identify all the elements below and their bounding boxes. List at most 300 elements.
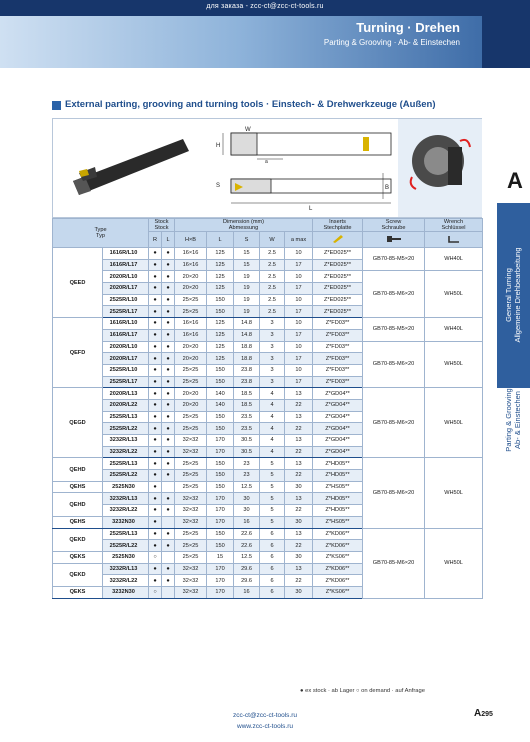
table-row bbox=[53, 341, 483, 353]
cell-r: ● bbox=[149, 423, 162, 435]
cell-insert: Z*HD05** bbox=[313, 505, 363, 517]
cell-l: ● bbox=[162, 376, 175, 388]
cell-a: 10 bbox=[285, 318, 313, 330]
cell-wrench: WH40L bbox=[425, 318, 483, 341]
diagram-label-h: H bbox=[216, 143, 221, 149]
cell-hxb: 32×32 bbox=[175, 586, 207, 598]
spec-table bbox=[52, 218, 483, 599]
cell-hxb: 25×25 bbox=[175, 481, 207, 493]
cell-a: 13 bbox=[285, 435, 313, 447]
cell-a: 13 bbox=[285, 493, 313, 505]
cell-l bbox=[162, 551, 175, 563]
cell-insert: Z*KD06** bbox=[313, 540, 363, 552]
cell-w: 5 bbox=[260, 470, 285, 482]
cell-w: 4 bbox=[260, 446, 285, 458]
cell-type: 3232R/L13 bbox=[103, 435, 149, 447]
cell-l: ● bbox=[162, 388, 175, 400]
cell-screw: GB70-85-M5×20 bbox=[363, 248, 425, 271]
cell-l: ● bbox=[162, 528, 175, 540]
cell-hxb: 32×32 bbox=[175, 493, 207, 505]
cell-type: 3232R/L22 bbox=[103, 505, 149, 517]
cell-w: 2.5 bbox=[260, 306, 285, 318]
cell-len: 125 bbox=[207, 318, 234, 330]
cell-insert: Z*ED025** bbox=[313, 294, 363, 306]
cell-a: 22 bbox=[285, 575, 313, 587]
cell-w: 4 bbox=[260, 388, 285, 400]
cell-len: 150 bbox=[207, 470, 234, 482]
cell-a: 30 bbox=[285, 481, 313, 493]
cell-a: 10 bbox=[285, 271, 313, 283]
cell-a: 13 bbox=[285, 411, 313, 423]
cell-l: ● bbox=[162, 458, 175, 470]
cell-a: 10 bbox=[285, 248, 313, 260]
cell-l: ● bbox=[162, 505, 175, 517]
cell-hxb: 32×32 bbox=[175, 516, 207, 528]
cell-insert: Z*GD04** bbox=[313, 411, 363, 423]
cell-w: 5 bbox=[260, 458, 285, 470]
cell-len: 15 bbox=[207, 551, 234, 563]
cell-l: ● bbox=[162, 271, 175, 283]
cell-hxb: 20×20 bbox=[175, 283, 207, 295]
cell-a: 10 bbox=[285, 294, 313, 306]
diagram-label-amax: a bbox=[265, 159, 268, 165]
hxb-header: H×B bbox=[175, 232, 207, 248]
cell-l: ● bbox=[162, 259, 175, 271]
cell-len: 150 bbox=[207, 481, 234, 493]
cell-len: 170 bbox=[207, 493, 234, 505]
cell-type: 2020R/L22 bbox=[103, 399, 149, 411]
cell-len: 170 bbox=[207, 435, 234, 447]
cell-len: 150 bbox=[207, 528, 234, 540]
section-title: External parting, grooving and turning tools · Einstech- & Drehwerkzeuge (Außen) bbox=[65, 99, 436, 110]
amax-header: a max bbox=[285, 232, 313, 248]
cell-r: ○ bbox=[149, 551, 162, 563]
cell-s: 14.8 bbox=[234, 329, 260, 341]
cell-code: QEKD bbox=[53, 563, 103, 586]
side-tab-parting[interactable] bbox=[504, 370, 522, 470]
cell-a: 30 bbox=[285, 586, 313, 598]
cell-l: ● bbox=[162, 540, 175, 552]
cell-hxb: 20×20 bbox=[175, 399, 207, 411]
cell-wrench: WH40L bbox=[425, 248, 483, 271]
cell-s: 23.5 bbox=[234, 411, 260, 423]
cell-type: 3232N30 bbox=[103, 516, 149, 528]
cell-len: 125 bbox=[207, 353, 234, 365]
cell-s: 23 bbox=[234, 458, 260, 470]
cell-l: ● bbox=[162, 411, 175, 423]
cell-len: 140 bbox=[207, 388, 234, 400]
cell-r: ● bbox=[149, 540, 162, 552]
dimension-header: Dimension (mm) Abmessung bbox=[175, 219, 313, 232]
cell-w: 6 bbox=[260, 575, 285, 587]
cell-l: ● bbox=[162, 248, 175, 260]
cell-s: 30 bbox=[234, 493, 260, 505]
cell-s: 18.5 bbox=[234, 399, 260, 411]
cell-type: 2020R/L13 bbox=[103, 388, 149, 400]
cell-r: ● bbox=[149, 353, 162, 365]
cell-insert: Z*GD04** bbox=[313, 399, 363, 411]
cell-w: 3 bbox=[260, 364, 285, 376]
cell-len: 125 bbox=[207, 248, 234, 260]
cell-s: 29.6 bbox=[234, 575, 260, 587]
cell-insert: Z*ED025** bbox=[313, 306, 363, 318]
cell-l: ● bbox=[162, 283, 175, 295]
cell-len: 150 bbox=[207, 458, 234, 470]
cell-hxb: 25×25 bbox=[175, 364, 207, 376]
cell-insert: Z*FD03** bbox=[313, 329, 363, 341]
cell-len: 170 bbox=[207, 516, 234, 528]
side-tab-parting-en: Parting & Grooving bbox=[504, 388, 513, 452]
cell-code: QEGD bbox=[53, 388, 103, 458]
cell-type: 1616R/L10 bbox=[103, 248, 149, 260]
cell-r: ● bbox=[149, 283, 162, 295]
cell-w: 3 bbox=[260, 376, 285, 388]
cell-w: 5 bbox=[260, 493, 285, 505]
cell-r: ● bbox=[149, 399, 162, 411]
cell-screw: GB70-85-M6×20 bbox=[363, 388, 425, 458]
cell-s: 29.6 bbox=[234, 563, 260, 575]
cell-s: 19 bbox=[234, 271, 260, 283]
cell-a: 17 bbox=[285, 329, 313, 341]
cell-r: ○ bbox=[149, 586, 162, 598]
diagram-label-b: B bbox=[385, 185, 390, 191]
stock-l-header: L bbox=[162, 232, 175, 248]
cell-insert: Z*GD04** bbox=[313, 388, 363, 400]
cell-hxb: 20×20 bbox=[175, 388, 207, 400]
cell-hxb: 20×20 bbox=[175, 341, 207, 353]
cell-hxb: 25×25 bbox=[175, 411, 207, 423]
cell-insert: Z*GD04** bbox=[313, 446, 363, 458]
cell-a: 10 bbox=[285, 364, 313, 376]
cell-s: 18.8 bbox=[234, 353, 260, 365]
cell-s: 19 bbox=[234, 294, 260, 306]
cell-r: ● bbox=[149, 341, 162, 353]
cell-r: ● bbox=[149, 481, 162, 493]
cell-w: 3 bbox=[260, 341, 285, 353]
cell-insert: Z*HD05** bbox=[313, 458, 363, 470]
diagram-label-s: S bbox=[216, 183, 221, 189]
cell-l: ● bbox=[162, 563, 175, 575]
screw-icon-cell bbox=[363, 232, 425, 248]
cell-a: 22 bbox=[285, 540, 313, 552]
cell-insert: Z*ED025** bbox=[313, 283, 363, 295]
cell-r: ● bbox=[149, 259, 162, 271]
stock-legend: ● ex stock · ab Lager ○ on demand · auf Anfrage bbox=[300, 688, 425, 694]
section-heading bbox=[52, 99, 482, 113]
cell-insert: Z*ED025** bbox=[313, 271, 363, 283]
cell-a: 13 bbox=[285, 388, 313, 400]
cell-len: 125 bbox=[207, 341, 234, 353]
side-tab-label-en: General Turning bbox=[504, 268, 513, 322]
cell-l: ● bbox=[162, 341, 175, 353]
cell-w: 6 bbox=[260, 551, 285, 563]
cell-type: 2525R/L13 bbox=[103, 458, 149, 470]
cell-wrench: WH50L bbox=[425, 528, 483, 598]
cell-r: ● bbox=[149, 575, 162, 587]
stock-r-header: R bbox=[149, 232, 162, 248]
cell-s: 15 bbox=[234, 248, 260, 260]
cell-s: 23.8 bbox=[234, 364, 260, 376]
product-figure bbox=[52, 118, 482, 218]
cell-hxb: 25×25 bbox=[175, 528, 207, 540]
cell-w: 2.5 bbox=[260, 271, 285, 283]
cell-s: 15 bbox=[234, 259, 260, 271]
cell-l bbox=[162, 516, 175, 528]
cell-hxb: 25×25 bbox=[175, 458, 207, 470]
cell-hxb: 20×20 bbox=[175, 271, 207, 283]
cell-w: 5 bbox=[260, 505, 285, 517]
cell-r: ● bbox=[149, 248, 162, 260]
header-tab bbox=[482, 16, 530, 68]
footer-url[interactable]: www.zcc-ct-tools.ru bbox=[237, 723, 293, 730]
cell-r: ● bbox=[149, 306, 162, 318]
cell-len: 150 bbox=[207, 411, 234, 423]
cell-l: ● bbox=[162, 575, 175, 587]
cell-len: 170 bbox=[207, 586, 234, 598]
cell-a: 17 bbox=[285, 376, 313, 388]
cell-l bbox=[162, 481, 175, 493]
section-square-icon bbox=[52, 101, 61, 110]
cell-a: 17 bbox=[285, 283, 313, 295]
cell-insert: Z*ED025** bbox=[313, 248, 363, 260]
cell-len: 150 bbox=[207, 376, 234, 388]
cell-len: 125 bbox=[207, 259, 234, 271]
cell-type: 2020R/L10 bbox=[103, 271, 149, 283]
diagram-label-l: L bbox=[309, 206, 313, 212]
cell-insert: Z*GD04** bbox=[313, 435, 363, 447]
cell-hxb: 25×25 bbox=[175, 540, 207, 552]
cell-insert: Z*KD06** bbox=[313, 563, 363, 575]
cell-r: ● bbox=[149, 364, 162, 376]
cell-wrench: WH50L bbox=[425, 271, 483, 318]
cell-insert: Z*HD05** bbox=[313, 493, 363, 505]
cell-len: 125 bbox=[207, 271, 234, 283]
cell-len: 150 bbox=[207, 423, 234, 435]
cell-s: 14.8 bbox=[234, 318, 260, 330]
order-contact: для заказа - zcc-ct@zcc-ct-tools.ru bbox=[206, 3, 324, 10]
cell-r: ● bbox=[149, 528, 162, 540]
cell-w: 3 bbox=[260, 353, 285, 365]
cell-a: 30 bbox=[285, 516, 313, 528]
cell-l bbox=[162, 586, 175, 598]
cell-w: 2.5 bbox=[260, 259, 285, 271]
cell-type: 3232N30 bbox=[103, 586, 149, 598]
cell-w: 5 bbox=[260, 516, 285, 528]
cell-type: 2525N30 bbox=[103, 481, 149, 493]
table-row bbox=[53, 271, 483, 283]
cell-l: ● bbox=[162, 435, 175, 447]
tool-photo bbox=[53, 119, 195, 217]
screw-header: Screw Schraube bbox=[363, 219, 425, 232]
cell-s: 19 bbox=[234, 283, 260, 295]
cell-code: QEED bbox=[53, 248, 103, 318]
cell-type: 2525R/L22 bbox=[103, 470, 149, 482]
cell-s: 30.5 bbox=[234, 446, 260, 458]
cell-code: QEHS bbox=[53, 516, 103, 528]
cell-insert: Z*HS05** bbox=[313, 481, 363, 493]
insert-icon bbox=[331, 234, 345, 244]
wrench-header: Wrench Schlüssel bbox=[425, 219, 483, 232]
cell-type: 1616R/L17 bbox=[103, 329, 149, 341]
cell-hxb: 32×32 bbox=[175, 505, 207, 517]
table-row bbox=[53, 528, 483, 540]
cell-hxb: 32×32 bbox=[175, 435, 207, 447]
cell-l: ● bbox=[162, 318, 175, 330]
cell-len: 125 bbox=[207, 329, 234, 341]
cell-r: ● bbox=[149, 505, 162, 517]
cell-s: 16 bbox=[234, 516, 260, 528]
cell-wrench: WH50L bbox=[425, 341, 483, 388]
cell-r: ● bbox=[149, 329, 162, 341]
cell-type: 2020R/L10 bbox=[103, 341, 149, 353]
cell-l: ● bbox=[162, 364, 175, 376]
cell-type: 2525R/L22 bbox=[103, 423, 149, 435]
wrench-icon-cell bbox=[425, 232, 483, 248]
cell-code: QEHD bbox=[53, 493, 103, 516]
cell-w: 4 bbox=[260, 435, 285, 447]
cell-l: ● bbox=[162, 493, 175, 505]
cell-hxb: 16×16 bbox=[175, 259, 207, 271]
table-row bbox=[53, 318, 483, 330]
cell-l: ● bbox=[162, 423, 175, 435]
cell-s: 22.6 bbox=[234, 540, 260, 552]
cell-insert: Z*KD06** bbox=[313, 528, 363, 540]
cell-r: ● bbox=[149, 470, 162, 482]
insert-icon-cell bbox=[313, 232, 363, 248]
table-row bbox=[53, 248, 483, 260]
cell-a: 13 bbox=[285, 528, 313, 540]
cell-type: 2525R/L10 bbox=[103, 364, 149, 376]
cell-code: QEHS bbox=[53, 481, 103, 493]
cell-type: 2525R/L22 bbox=[103, 540, 149, 552]
cell-insert: Z*ED025** bbox=[313, 259, 363, 271]
cell-hxb: 25×25 bbox=[175, 376, 207, 388]
insert-closeup-image bbox=[398, 119, 482, 217]
cell-s: 30 bbox=[234, 505, 260, 517]
page-number: A295 bbox=[474, 708, 493, 719]
cell-hxb: 16×16 bbox=[175, 248, 207, 260]
cell-hxb: 16×16 bbox=[175, 318, 207, 330]
cell-len: 140 bbox=[207, 399, 234, 411]
cell-s: 23.8 bbox=[234, 376, 260, 388]
screw-icon bbox=[386, 234, 402, 244]
cell-r: ● bbox=[149, 446, 162, 458]
cell-r: ● bbox=[149, 376, 162, 388]
cell-a: 30 bbox=[285, 551, 313, 563]
dimension-diagram bbox=[213, 123, 393, 213]
cell-a: 17 bbox=[285, 353, 313, 365]
cell-len: 170 bbox=[207, 563, 234, 575]
cell-wrench: WH50L bbox=[425, 388, 483, 458]
cell-r: ● bbox=[149, 563, 162, 575]
cell-s: 18.5 bbox=[234, 388, 260, 400]
cell-s: 22.6 bbox=[234, 528, 260, 540]
cell-a: 17 bbox=[285, 306, 313, 318]
wrench-icon bbox=[447, 234, 461, 244]
cell-hxb: 32×32 bbox=[175, 563, 207, 575]
cell-type: 3232R/L13 bbox=[103, 493, 149, 505]
cell-len: 150 bbox=[207, 364, 234, 376]
cell-code: QEKS bbox=[53, 586, 103, 598]
cell-s: 23.5 bbox=[234, 423, 260, 435]
cell-type: 2020R/L17 bbox=[103, 353, 149, 365]
cell-type: 2525N30 bbox=[103, 551, 149, 563]
cell-a: 13 bbox=[285, 563, 313, 575]
cell-code: QEKS bbox=[53, 551, 103, 563]
section-letter: A bbox=[507, 168, 523, 193]
cell-hxb: 25×25 bbox=[175, 423, 207, 435]
cell-hxb: 25×25 bbox=[175, 551, 207, 563]
cell-a: 22 bbox=[285, 470, 313, 482]
cell-screw: GB70-85-M5×20 bbox=[363, 318, 425, 341]
cell-insert: Z*HD05** bbox=[313, 470, 363, 482]
cell-type: 3232R/L22 bbox=[103, 575, 149, 587]
cell-hxb: 25×25 bbox=[175, 294, 207, 306]
cell-r: ● bbox=[149, 271, 162, 283]
cell-a: 17 bbox=[285, 259, 313, 271]
cell-insert: Z*FD03** bbox=[313, 318, 363, 330]
cell-insert: Z*FD03** bbox=[313, 341, 363, 353]
cell-l: ● bbox=[162, 470, 175, 482]
cell-s: 23 bbox=[234, 470, 260, 482]
cell-code: QEKD bbox=[53, 528, 103, 551]
page-subtitle: Parting & Grooving · Ab- & Einstechen bbox=[323, 38, 460, 47]
cell-w: 6 bbox=[260, 563, 285, 575]
cell-w: 6 bbox=[260, 540, 285, 552]
cell-r: ● bbox=[149, 388, 162, 400]
cell-type: 1616R/L17 bbox=[103, 259, 149, 271]
cell-hxb: 25×25 bbox=[175, 306, 207, 318]
cell-insert: Z*KS06** bbox=[313, 586, 363, 598]
cell-type: 2525R/L17 bbox=[103, 306, 149, 318]
cell-w: 6 bbox=[260, 586, 285, 598]
cell-s: 30.5 bbox=[234, 435, 260, 447]
cell-hxb: 16×16 bbox=[175, 329, 207, 341]
side-tab-label bbox=[504, 205, 522, 385]
cell-insert: Z*KS06** bbox=[313, 551, 363, 563]
cell-len: 150 bbox=[207, 294, 234, 306]
cell-code: QEFD bbox=[53, 318, 103, 388]
cell-w: 4 bbox=[260, 411, 285, 423]
footer-email[interactable]: zcc-ct@zcc-ct-tools.ru bbox=[232, 712, 298, 719]
stock-header: Stock Stock bbox=[149, 219, 175, 232]
cell-screw: GB70-85-M6×20 bbox=[363, 341, 425, 388]
table-row bbox=[53, 388, 483, 400]
cell-l: ● bbox=[162, 446, 175, 458]
cell-type: 2020R/L17 bbox=[103, 283, 149, 295]
cell-wrench: WH50L bbox=[425, 458, 483, 528]
cell-type: 3232R/L13 bbox=[103, 563, 149, 575]
cell-s: 19 bbox=[234, 306, 260, 318]
cell-a: 22 bbox=[285, 399, 313, 411]
cell-r: ● bbox=[149, 493, 162, 505]
page-title: Turning · Drehen bbox=[356, 20, 460, 35]
cell-type: 2525R/L17 bbox=[103, 376, 149, 388]
cell-w: 6 bbox=[260, 528, 285, 540]
inserts-header: Inserts Stechplatte bbox=[313, 219, 363, 232]
cell-s: 18.8 bbox=[234, 341, 260, 353]
cell-a: 13 bbox=[285, 458, 313, 470]
cell-hxb: 20×20 bbox=[175, 353, 207, 365]
cell-screw: GB70-85-M6×20 bbox=[363, 271, 425, 318]
table-row bbox=[53, 458, 483, 470]
cell-type: 1616R/L10 bbox=[103, 318, 149, 330]
side-tab-label-de: Allgemeine Drehbearbeitung bbox=[513, 247, 522, 343]
cell-r: ● bbox=[149, 516, 162, 528]
cell-len: 170 bbox=[207, 505, 234, 517]
cell-len: 170 bbox=[207, 575, 234, 587]
cell-r: ● bbox=[149, 458, 162, 470]
